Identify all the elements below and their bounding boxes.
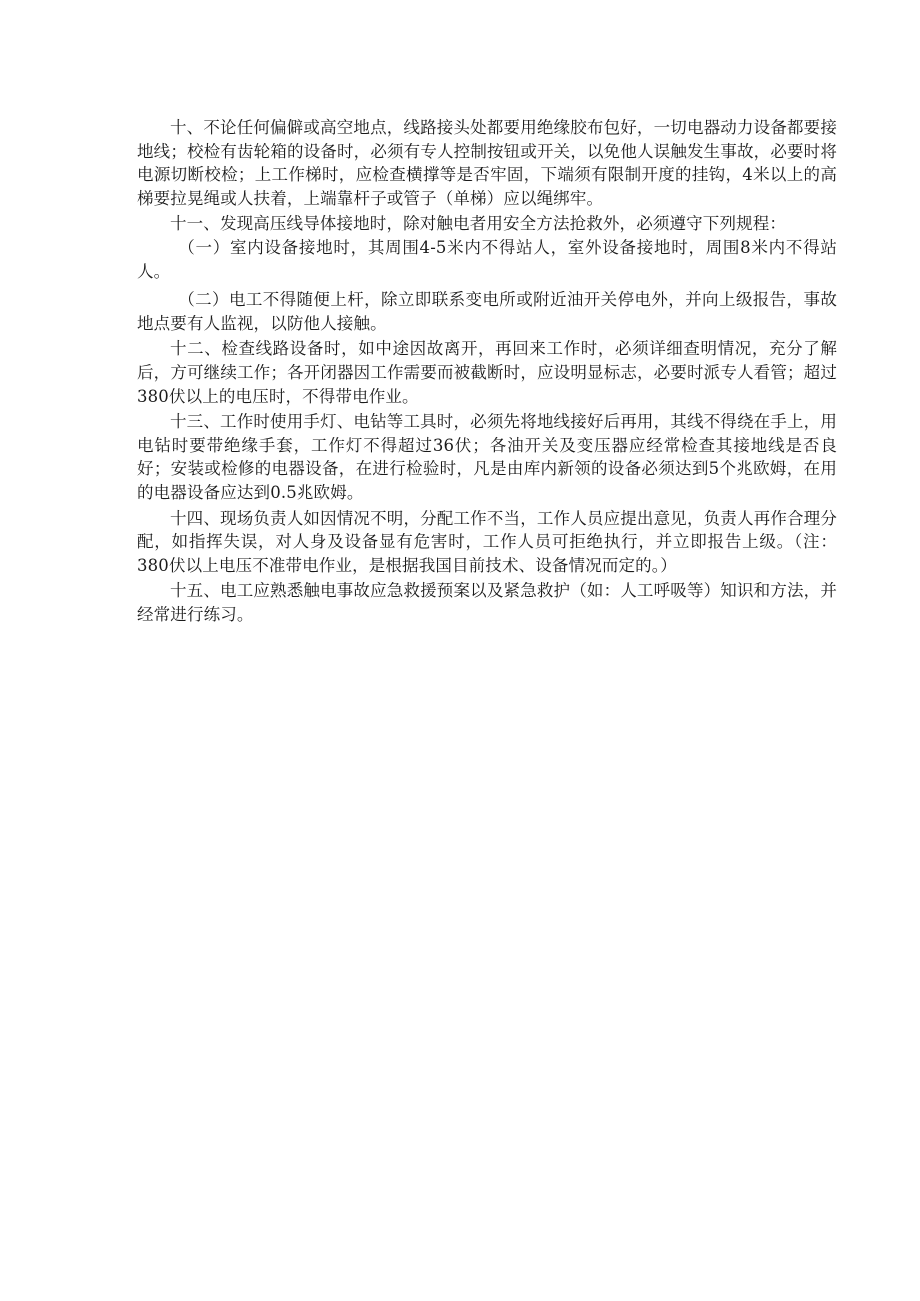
paragraph-rule-13: 十三、工作时使用手灯、电钻等工具时，必须先将地线接好后再用，其线不得绕在手上，用电钻时要带绝缘手套，工作灯不得超过36伏；各油开关及变压器应经常检查其接地线是否良好；安装或检修的电器设备，在进行检验时，凡是由库内新领的设备必须达到5个兆欧姆，在用的电器设备应达到0.5兆欧姆。 <box>137 412 837 502</box>
paragraph-rule-12: 十二、检查线路设备时，如中途因故离开，再回来工作时，必须详细查明情况，充分了解后，方可继续工作；各开闭器因工作需要而被截断时，应设明显标志，必要时派专人看管；超过380伏以上的电压时，不得带电作业。 <box>137 339 837 406</box>
document-body <box>137 116 837 626</box>
paragraph-rule-15: 十五、电工应熟悉触电事故应急救援预案以及紧急救护（如：人工呼吸等）知识和方法，并经常进行练习。 <box>137 581 837 624</box>
paragraph-rule-11-item-1: （一）室内设备接地时，其周围4-5米内不得站人，室外设备接地时，周围8米内不得站人。 <box>137 237 837 281</box>
paragraph-rule-10: 十、不论任何偏僻或高空地点，线路接头处都要用绝缘胶布包好，一切电器动力设备都要接地线；校检有齿轮箱的设备时，必须有专人控制按钮或开关，以免他人误触发生事故，必要时将电源切断校检；上工作梯时，应检查横撑等是否牢固，下端须有限制开度的挂钩，4米以上的高梯要拉晃绳或人扶着，上端靠杆子或管子（单梯）应以绳绑牢。 <box>137 118 837 208</box>
paragraph-rule-11-item-2: （二）电工不得随便上杆，除立即联系变电所或附近油开关停电外，并向上级报告，事故地点要有人监视，以防他人接触。 <box>137 290 837 333</box>
paragraph-rule-14: 十四、现场负责人如因情况不明，分配工作不当，工作人员应提出意见，负责人再作合理分配，如指挥失误，对人身及设备显有危害时，工作人员可拒绝执行，并立即报告上级。（注：380伏以上电压不准带电作业，是根据我国目前技术、设备情况而定的。） <box>137 508 837 575</box>
paragraph-rule-11: 十一、发现高压线导体接地时，除对触电者用安全方法抢救外，必须遵守下列规程： <box>170 214 787 234</box>
